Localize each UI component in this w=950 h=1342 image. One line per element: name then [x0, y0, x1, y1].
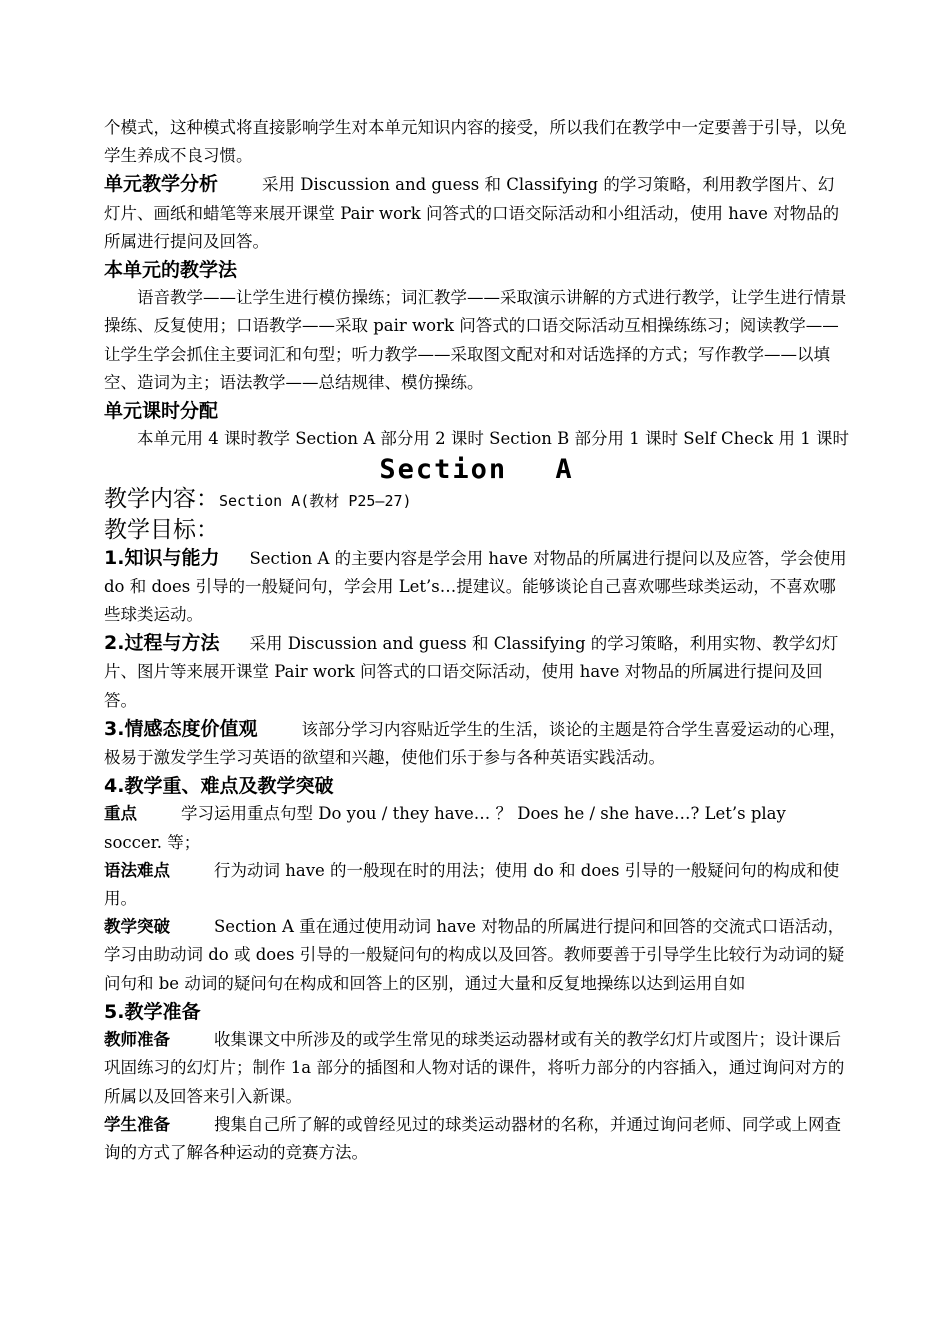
- teaching-method-heading: 本单元的教学法: [104, 259, 238, 282]
- unit-analysis-heading: 单元教学分析: [104, 173, 219, 196]
- schedule-heading: 单元课时分配: [104, 400, 219, 423]
- prep-student: [104, 1111, 849, 1167]
- key-point-3: [104, 913, 849, 998]
- key-point-3-label: 教学突破: [104, 917, 170, 937]
- prep-student-text: 搜集自己所了解的或曾经见过的球类运动器材的名称，并通过询问老师、同学或上网查询的方式了解各种运动的竞赛方法。: [104, 1114, 841, 1162]
- prep-teacher: [104, 1026, 849, 1111]
- goal-3-heading: 3.情感态度价值观: [104, 717, 258, 740]
- document-page: [104, 114, 849, 1167]
- schedule-text: 本单元用 4 课时教学 Section A 部分用 2 课时 Section B 部分用 1 课时 Self Check 用 1 课时: [137, 429, 849, 449]
- goal-2: [104, 629, 849, 715]
- key-point-3-text: Section A 重在通过使用动词 have 对物品的所属进行提问和回答的交流式口语活动，学习由助动词 do 或 does 引导的一般疑问句的构成以及回答。教师要善于引导学生比较行为动词的疑问句和 be 动词的疑问句在构成和回答上的区别，通过大量和反复地操练以达到运用自如: [104, 917, 845, 993]
- content-line: [104, 485, 849, 515]
- key-point-2-text: 行为动词 have 的一般现在时的用法；使用 do 和 does 引导的一般疑问句的构成和使用。: [104, 860, 840, 909]
- prep-teacher-text: 收集课文中所涉及的或学生常见的球类运动器材或有关的教学幻灯片或图片；设计课后巩固练习的幻灯片；制作 1a 部分的插图和人物对话的课件，将听力部分的内容插入，通过询问对方的所属以及回答来引入新课。: [104, 1030, 845, 1106]
- goal-1-text: Section A 的主要内容是学会用 have 对物品的所属进行提问以及应答，学会使用 do 和 does 引导的一般疑问句，学会用 Let’s…提建议。能够谈论自己喜欢哪些球类运动，不喜欢哪些球类运动。: [104, 548, 847, 625]
- key-points-heading: 4.教学重、难点及教学突破: [104, 775, 334, 798]
- goal-3-text: 该部分学习内容贴近学生的生活，谈论的主题是符合学生喜爱运动的心理，极易于激发学生学习英语的欲望和兴趣，使他们乐于参与各种英语实践活动。: [104, 719, 846, 768]
- goal-2-text: 采用 Discussion and guess 和 Classifying 的学习策略，利用实物、教学幻灯片、图片等来展开课堂 Pair work 问答式的口语交际活动，使用 have 对物品的所属进行提问及回答。: [104, 634, 839, 710]
- goal-2-heading: 2.过程与方法: [104, 632, 220, 655]
- unit-analysis-paragraph: [104, 170, 849, 256]
- key-point-2-label: 语法难点: [104, 860, 170, 880]
- goal-3: [104, 715, 849, 772]
- goals-heading: 教学目标：: [104, 516, 219, 543]
- prep-teacher-label: 教师准备: [104, 1030, 170, 1050]
- prep-heading: 5.教学准备: [104, 1000, 201, 1023]
- key-point-1-label: 重点: [104, 804, 137, 824]
- goal-1-heading: 1.知识与能力: [104, 546, 220, 569]
- section-title: Section A: [379, 454, 574, 486]
- prep-student-label: 学生准备: [104, 1114, 170, 1134]
- unit-analysis-text: 采用 Discussion and guess 和 Classifying 的学习策略，利用教学图片、幻灯片、画纸和蜡笔等来展开课堂 Pair work 问答式的口语交际活动和小组活动，使用 have 对物品的所属进行提问及回答。: [104, 175, 840, 251]
- intro-paragraph: 个模式，这种模式将直接影响学生对本单元知识内容的接受，所以我们在教学中一定要善于引导，以免学生养成不良习惯。: [104, 118, 847, 166]
- teaching-method-text: 语音教学——让学生进行模仿操练；词汇教学——采取演示讲解的方式进行教学，让学生进行情景操练、反复使用；口语教学——采取 pair work 问答式的口语交际活动互相操练练习；阅读教学——让学生学会抓住主要词汇和句型；听力教学——采取图文配对和对话选择的方式；写作教学——以填空、造词为主；语法教学——总结规律、模仿操练。: [104, 288, 847, 392]
- key-point-1: [104, 800, 849, 856]
- content-label: 教学内容：: [104, 486, 219, 513]
- key-point-1-text: 学习运用重点句型 Do you / they have… ？ Does he / she have…? Let’s play soccer. 等；: [104, 804, 786, 852]
- goal-1: [104, 544, 849, 630]
- content-text: Section A(教材 P25—27): [219, 492, 412, 511]
- key-point-2: [104, 857, 849, 913]
